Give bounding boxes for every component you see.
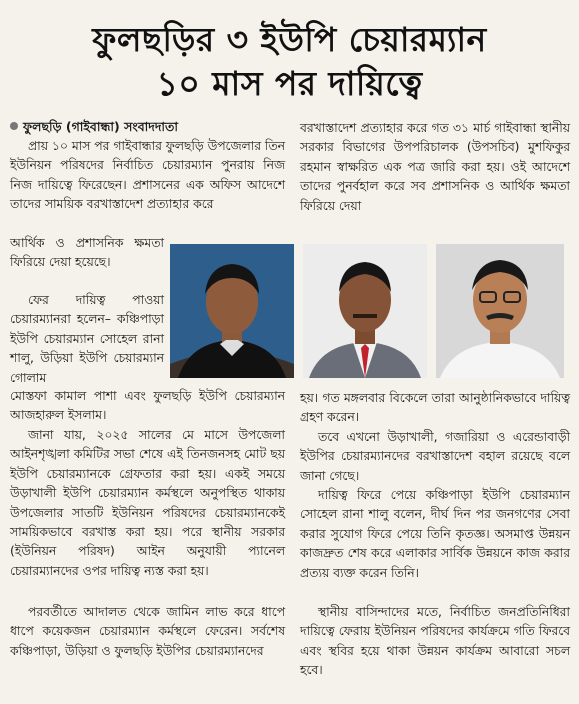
dateline-text: ফুলছড়ি (গাইবান্ধা) সংবাদদাতা [23,119,179,134]
left-paragraph-1-cont: আর্থিক ও প্রশাসনিক ক্ষমতা ফিরিয়ে দেয়া হয়েছে। [10,236,164,270]
headline-line-2: ১০ মাস পর দায়িত্বে [156,64,423,103]
left-paragraph-2: ফের দায়িত্ব পাওয়া চেয়ারম্যানরা হলেন– কঞ্চিপাড়া ইউপি চেয়ারম্যান সোহেল রানা শালু, উড়িয়া ইউপি চেয়ারম্যান গোলাম [10,293,164,385]
right-paragraph-3: দায়িত্ব ফিরে পেয়ে কঞ্চিপাড়া ইউপি চেয়ারম্যান সোহেল রানা শালু বলেন, দীর্ঘ দিন পর জনগণের সেবা করার সুযোগ ফিরে পেয়ে তিনি কৃতজ্ঞ। অসমাপ্ত উন্নয়ন কাজদ্রুত শেষ করে এলাকার সার্বিক উন্নয়নে কাজ করার প্রত্যয় ব্যক্ত করেন তিনি। [300,488,570,580]
portrait-photo-1 [170,244,294,378]
dateline [10,118,178,136]
portrait-photo-3 [436,244,564,378]
right-paragraph-1-cont: হয়। গত মঙ্গলবার বিকেলে তারা আনুষ্ঠানিকভাবে দায়িত্ব গ্রহণ করেন। [300,391,570,425]
portrait-photo-2 [303,244,427,378]
left-paragraph-1: প্রায় ১০ মাস পর গাইবান্ধার ফুলছড়ি উপজেলার তিন ইউনিয়ন পরিষদের নির্বাচিত চেয়ারম্যান পুনরায় নিজ নিজ দায়িত্বে ফিরেছেন। প্রশাসনের এক অফিস আদেশে তাদের সাময়িক বরখাস্তাদেশ প্রত্যাহার করে [10,139,285,212]
left-paragraph-4: পরবর্তীতে আদালত থেকে জামিন লাভ করে ধাপে ধাপে কয়েকজন চেয়ারম্যান কর্মস্থলে ফেরেন। সর্বশেষ কঞ্চিপাড়া, উড়িয়া ও ফুলছড়ি ইউপির চেয়ারম্যানদের [10,605,285,658]
headline-line-1: ফুলছড়ির ৩ ইউপি চেয়ারম্যান [92,20,487,59]
right-paragraph-2: তবে এখনো উড়াখালী, গজারিয়া ও এরেন্ডাবাড়ী ইউপির চেয়ারম্যানদের বরখাস্তাদেশ বহাল রয়েছে বলে জানা গেছে। [300,430,570,483]
left-paragraph-2-cont: মোস্তফা কামাল পাশা এবং ফুলছড়ি ইউপি চেয়ারম্যান আজহারুল ইসলাম। [10,389,285,423]
bullet-icon [10,122,18,130]
left-paragraph-3: জানা যায়, ২০২৫ সালের মে মাসে উপজেলা আইনশৃঙ্খলা কমিটির সভা শেষে এই তিনজনসহ মোট ছয় ইউপি চেয়ারম্যানকে গ্রেফতার করা হয়। একই সময়ে উড়াখালী ইউপি চেয়ারম্যান কর্মস্থলে অনুপস্থিত থাকায় উপজেলার সাতটি ইউনিয়ন পরিষদের চেয়ারম্যানকেই সাময়িকভাবে বরখাস্ত করা হয়। পরে স্থানীয় সরকার (ইউনিয়ন পরিষদ) আইন অনুযায়ী প্যানেল চেয়ারম্যানদের ওপর দায়িত্ব ন্যস্ত করা হয়। [10,428,285,578]
right-paragraph-1: বরখাস্তাদেশ প্রত্যাহার করে গত ৩১ মার্চ গাইবান্ধা স্থানীয় সরকার বিভাগের উপপরিচালক (উপসচিব) মুশফিকুর রহমান স্বাক্ষরিত এক পত্র জারি করা হয়। ওই আদেশে তাদের পুনর্বহাল করে সব প্রশাসনিক ও আর্থিক ক্ষমতা ফিরিয়ে দেয়া [300,121,570,213]
right-paragraph-4: স্থানীয় বাসিন্দাদের মতে, নির্বাচিত জনপ্রতিনিধিরা দায়িত্বে ফেরায় ইউনিয়ন পরিষদের কার্যক্রমে গতি ফিরবে এবং স্থবির হয়ে থাকা উন্নয়ন কার্যক্রম আবারো সচল হবে। [300,605,570,678]
